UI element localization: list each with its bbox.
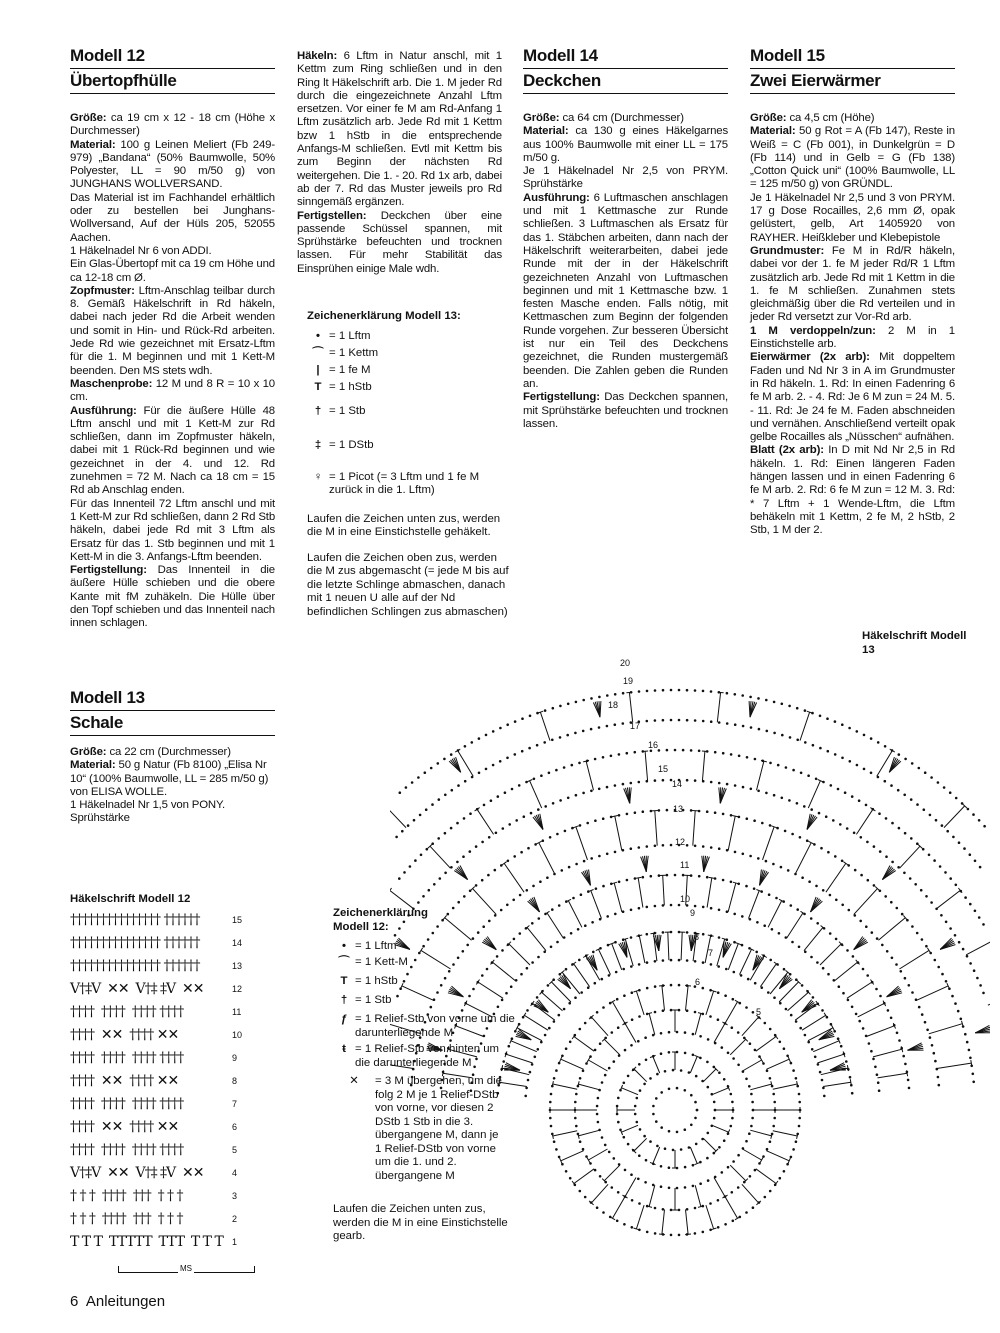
paragraph: Material: 50 g Rot = A (Fb 147), Reste in Weiß = C (Fb 001), in Dunkelgrün = D (Fb 114) und in Gelb = G (Fb 138) „Cotton Quick uni“ (100% Baumwolle, LL = 125 m/50 g) von GRÜNDL.: [750, 125, 955, 191]
svg-text:20: 20: [620, 658, 631, 668]
chart12-title: Häkelschrift Modell 12: [70, 893, 191, 905]
svg-text:7: 7: [708, 948, 714, 958]
m12-header: [70, 44, 275, 94]
chart-row: †††† ✕✕ †††† ✕✕: [70, 1119, 179, 1135]
legend-m13-item: = 1 hStb: [329, 380, 372, 393]
svg-text:16: 16: [648, 740, 659, 750]
paragraph: Zopfmuster: Lftm-Anschlag teilbar durch 8. Gemäß Häkelschrift in Rd häkeln, dabei nach jeder Rd die Arbeit wenden und somit in Hin- und Rück-Rd arbeiten. Jede Rd wie gezeichnet mit Ersatz-Lftm für die 1. M beginnen und mit 1 Kett-M beenden. Den MS stets wdh.: [70, 284, 275, 377]
paragraph: Größe: ca 64 cm (Durchmesser): [523, 112, 684, 124]
paragraph: Größe: ca 4,5 cm (Höhe): [750, 112, 875, 124]
legend-m12-item: = 1 Relief-Stb von hinten um die darunterliegende M: [355, 1043, 500, 1069]
paragraph: Fertigstellung: Das Innenteil in die äußere Hülle schieben und die obere Kante mit fM zuhäkeln. Die Hülle über den Topf schieben und das Innenteil nach innen schlagen.: [70, 564, 275, 630]
legend-m12-item: = 1 Kett-M: [355, 956, 408, 968]
treble-icon: ‡: [314, 438, 322, 451]
paragraph: Ausführung: 6 Luftmaschen anschlagen und mit 1 Kettmasche zur Runde schließen. 3 Luftmaschen als Ersatz für das 1. Stäbchen arbeiten, dann nach der Häkelschrift weiterarbeiten, dabei jede Runde mit der in der Häkelschrift gezeichneten Anzahl von Luftmaschen beginnen und mit 1 Kettmasche bzw. 1 festen Masche enden. Falls nötig, mit Kettmaschen zum Beginn der folgenden Runde vorgehen. Zur besseren Übersicht ist nur ein Teil des Deckchens gezeichnet, die Runden mustergemäß beenden. Die Zahlen geben die Runden an.: [523, 191, 728, 390]
m15-body: [750, 112, 955, 538]
m12-body: [70, 112, 275, 631]
back-post-icon: ŧ: [342, 1043, 346, 1055]
svg-text:13: 13: [673, 804, 684, 814]
svg-text:10: 10: [680, 894, 691, 904]
paragraph: Ein Glas-Übertopf mit ca 19 cm Höhe und ca 12-18 cm Ø.: [70, 258, 275, 284]
chart-row: †††† †††† †††† ††††: [70, 1004, 184, 1020]
legend-m12-title: Zeichenerklärung Modell 12:: [333, 907, 428, 933]
chart-row: †††† †††† †††† ††††: [70, 1142, 184, 1158]
cable-cross-icon: ✕: [349, 1075, 359, 1087]
row-number: 8: [232, 1076, 238, 1086]
row-number: 2: [232, 1214, 238, 1224]
m13-instructions: [297, 50, 502, 276]
m13-header: [70, 686, 275, 736]
row-number: 10: [232, 1030, 243, 1040]
m15-title: Modell 15: [750, 44, 955, 69]
chart-row: ††††††††††††††† ††††††: [70, 912, 200, 928]
paragraph: 1 Häkelnadel Nr 6 von ADDI.: [70, 244, 212, 257]
legend-m13-note2: Laufen die Zeichen oben zus, werden die M zus abgemascht (= jede M bis auf die letzte Schlinge abmaschen, danach mit 1 neuen U alle auf der Nd befindlichen Schlingen zus abmaschen): [307, 551, 509, 618]
legend-m13-title: Zeichenerklärung Modell 13:: [307, 310, 461, 322]
m12-subtitle: Übertopfhülle: [70, 69, 275, 94]
chart-row: ††††††††††††††† ††††††: [70, 935, 200, 951]
m13-title: Modell 13: [70, 686, 275, 711]
svg-text:18: 18: [608, 700, 619, 710]
legend-m12-note: Laufen die Zeichen unten zus, werden die M in eine Einstichstelle gearb.: [333, 1203, 508, 1242]
legend-m12-item: = 1 Relief-Stb von vorne um die darunterliegende M: [355, 1013, 515, 1039]
paragraph: 1 M verdoppeln/zun: 2 M in 1 Einstichstelle arb.: [750, 324, 955, 351]
legend-m13-item: = 1 Stb: [329, 404, 366, 417]
chart-row: †††† †††† †††† ††††: [70, 1096, 184, 1112]
row-number: 9: [232, 1053, 238, 1063]
row-number: 4: [232, 1168, 238, 1178]
paragraph: Je 1 Häkelnadel Nr 2,5 von PRYM. Sprühstärke: [523, 165, 728, 191]
m14-title: Modell 14: [523, 44, 728, 69]
row-number: 3: [232, 1191, 238, 1201]
paragraph: Größe: ca 22 cm (Durchmesser): [70, 746, 231, 758]
paragraph: Maschenprobe: 12 M und 8 R = 10 x 10 cm.: [70, 377, 275, 404]
legend-m13-item: = 1 Kettm: [329, 346, 379, 359]
paragraph: Material: 100 g Leinen Meliert (Fb 249-979) „Bandana“ (50% Baumwolle, 50% Polyester, LL = 90 m/50 g) von JUNGHANS WOLLVERSAND.: [70, 138, 275, 191]
paragraph: Fertigstellen: Deckchen über eine passende Schüssel spannen, mit Sprühstärke befeuchten und trocknen lassen. Für mehr Stabilität das Einsprühen einige Male wdh.: [297, 209, 502, 275]
chart-row: T T T TTTTT TTT T T T: [70, 1234, 223, 1250]
chain-icon: •: [316, 329, 320, 342]
legend-m13-note1: Laufen die Zeichen unten zus, werden die M in eine Einstichstelle gehäkelt.: [307, 512, 501, 538]
svg-text:11: 11: [680, 860, 690, 870]
row-number: 12: [232, 984, 243, 994]
paragraph: Ausführung: Für die äußere Hülle 48 Lftm anschl und mit 1 Kett-M zur Rd schließen, dann im Zopfmuster häkeln, dabei mit 1 Rück-Rd beginnen und wie gezeichnet in der 4. und 12. Rd zunehmen = 72 M. Nach ca 18 cm = 15 Rd ab Anschlag enden.: [70, 404, 275, 497]
paragraph: Material: 50 g Natur (Fb 8100) „Elisa Nr 10“ (100% Baumwolle, LL = 285 m/50 g) von ELISA WOLLE.: [70, 759, 269, 798]
row-number: 14: [232, 938, 243, 948]
row-number: 13: [232, 961, 243, 971]
svg-text:6: 6: [695, 977, 701, 987]
paragraph: Fertigstellung: Das Deckchen spannen, mit Sprühstärke befeuchten und trocknen lassen.: [523, 391, 728, 430]
double-crochet-icon: †: [314, 404, 322, 417]
svg-text:12: 12: [675, 837, 686, 847]
m13-subtitle: Schale: [70, 711, 275, 736]
paragraph: Blatt (2x arb): In D mit Nd Nr 2,5 in Rd häkeln. 1. Rd: Einen längeren Faden hängen lassen und in einen Fadenring 6 fe M arb. 2. Rd: 6 fe M zun = 12 M. 3. Rd: * 7 Lftm + 1 Wende-Lftm, die Lftm behäkeln mit 1 Kettm, 2 fe M, 2 hStb, 2 Stb, 1 M der 2.: [750, 444, 955, 537]
m15-header: [750, 44, 955, 94]
chart-row: †††† ✕✕ †††† ✕✕: [70, 1073, 179, 1089]
legend-m12-item: = 3 M übergehen, um die folg 2 M je 1 Relief-DStb von vorne, vor diesen 2 DStb 1 Stb in die 3. übergangene M, dann je 1 Relief-DStb von vorne um die 1. und 2. übergangene M: [375, 1075, 502, 1182]
single-crochet-icon: |: [316, 363, 320, 376]
m15-subtitle: Zwei Eierwärmer: [750, 69, 955, 94]
chart-row: V†‡V ✕✕ V†‡ ‡V ✕✕: [70, 981, 204, 997]
legend-m12-item: = 1 Stb: [355, 994, 392, 1006]
front-post-icon: ƒ: [340, 1013, 348, 1025]
paragraph: Je 1 Häkelnadel Nr 2,5 und 3 von PRYM. 17 g Dose Rocailles, 2,6 mm Ø, opak gelüstert, gelb, Art 1405920 von RAYHER. Heißkleber und Klebepistole: [750, 191, 955, 244]
slip-stitch-icon: ⌒: [312, 346, 324, 359]
chart-row: †††† †††† †††† ††††: [70, 1050, 184, 1066]
legend-m13-item: = 1 DStb: [329, 438, 374, 451]
paragraph: Das Material ist im Fachhandel erhältlich oder zu bestellen bei Junghans-Wollversand, Auf der Hüls 205, 52055 Aachen.: [70, 191, 275, 244]
legend-m12-item: = 1 hStb: [355, 975, 398, 987]
legend-m13-item: = 1 Lftm: [329, 329, 371, 342]
paragraph: Häkeln: 6 Lftm in Natur anschl, mit 1 Kettm zum Ring schließen und in den Ring lt Häkelschrift arb. Die 1. M jeder Rd durch die eingezeichnete Anzahl Lftm ersetzen. Vor einer fe M am Rd-Anfang 1 Lftm zusätzlich arb. Jede Rd mit 1 Kettm bzw 1 hStb in die entsprechende Anfangs-M schließen. Evtl mit Kettm bis zum Beginn der nächsten Rd weitergehen. Die 1. - 20. Rd 1x arb, dabei ab der 7. Rd das Muster jeweils pro Rd sinngemäß ergänzen.: [297, 50, 502, 209]
row-number: 1: [232, 1237, 238, 1247]
paragraph: Eierwärmer (2x arb): Mit doppeltem Faden und Nd Nr 3 in A im Grundmuster in Rd häkeln. 1. Rd: In einen Fadenring 6 fe M arb. 2. - 4. Rd: Je 6 M zun = 24 M. 5. - 11. Rd: Je 24 fe M. Faden abschneiden und vernähen. Anschließend verteilt opak gelbe Rocailles als „Nüsschen“ aufnähen.: [750, 351, 955, 444]
legend-m13-item: = 1 fe M: [329, 363, 371, 376]
picot-icon: ♀: [313, 470, 323, 483]
half-double-icon: T: [314, 380, 322, 393]
paragraph: Material: ca 130 g eines Häkelgarnes aus 100% Baumwolle mit einer LL = 175 m/50 g.: [523, 125, 728, 164]
page-number: 6: [70, 1293, 79, 1310]
m14-body: [523, 112, 728, 431]
svg-text:9: 9: [690, 908, 696, 918]
chain-icon: •: [342, 940, 346, 952]
svg-text:17: 17: [630, 721, 641, 731]
chart-row: † † † †††† ††† † † †: [70, 1211, 183, 1227]
m14-header: [523, 44, 728, 94]
half-double-icon: T: [340, 975, 348, 987]
legend-m12: [333, 907, 518, 1244]
svg-text:8: 8: [694, 932, 700, 942]
svg-text:19: 19: [623, 676, 634, 686]
legend-m13: [307, 310, 512, 619]
paragraph: 1 Häkelnadel Nr 1,5 von PONY.: [70, 799, 225, 812]
double-crochet-icon: †: [340, 994, 348, 1006]
chart13-title: Häkelschrift Modell 13: [862, 630, 967, 656]
chart-row: †††† ✕✕ †††† ✕✕: [70, 1027, 179, 1043]
row-number: 11: [232, 1007, 242, 1017]
paragraph: Grundmuster: Fe M in Rd/R häkeln, dabei vor der 1. fe M jeder Rd/R 1 Lftm zusätzlich arb. Jede Rd mit 1 Kettm in die 1. fe M schließen. Zunahmen stets gleichmäßig über die Rd verteilen und in jeder Rd versetzt zur Vor-Rd arb.: [750, 244, 955, 324]
row-number: 6: [232, 1122, 238, 1132]
chart-row: ††††††††††††††† ††††††: [70, 958, 200, 974]
ms-label: MS: [180, 1264, 192, 1273]
chart-row: V†‡V ✕✕ V†‡ ‡V ✕✕: [70, 1165, 204, 1181]
row-number: 15: [232, 915, 243, 925]
svg-text:14: 14: [672, 779, 683, 789]
svg-text:5: 5: [756, 1007, 762, 1017]
paragraph: Größe: ca 19 cm x 12 - 18 cm (Höhe x Durchmesser): [70, 112, 275, 138]
row-number: 5: [232, 1145, 238, 1155]
chart-row: † † † †††† ††† † † †: [70, 1188, 183, 1204]
svg-text:15: 15: [658, 764, 669, 774]
row-number: 7: [232, 1099, 238, 1109]
section-name: Anleitungen: [85, 1293, 166, 1310]
m14-subtitle: Deckchen: [523, 69, 728, 94]
page-footer: [70, 1293, 165, 1310]
paragraph: Für das Innenteil 72 Lftm anschl und mit 1 Kett-M zur Rd schließen, dann 2 Rd Stb häkeln, dabei jede Rd mit 3 Lftm als Ersatz für das 1. Stb beginnen und mit 1 Kett-M in die 3. Anfangs-Lftm beenden.: [70, 497, 275, 563]
slip-stitch-icon: ⌒: [338, 956, 350, 968]
m13-body: [70, 746, 275, 826]
legend-m13-item: = 1 Picot (= 3 Lftm und 1 fe M zurück in die 1. Lftm): [329, 470, 480, 496]
paragraph: Sprühstärke: [70, 812, 130, 825]
m12-title: Modell 12: [70, 44, 275, 69]
legend-m12-item: = 1 Lftm: [355, 940, 397, 952]
